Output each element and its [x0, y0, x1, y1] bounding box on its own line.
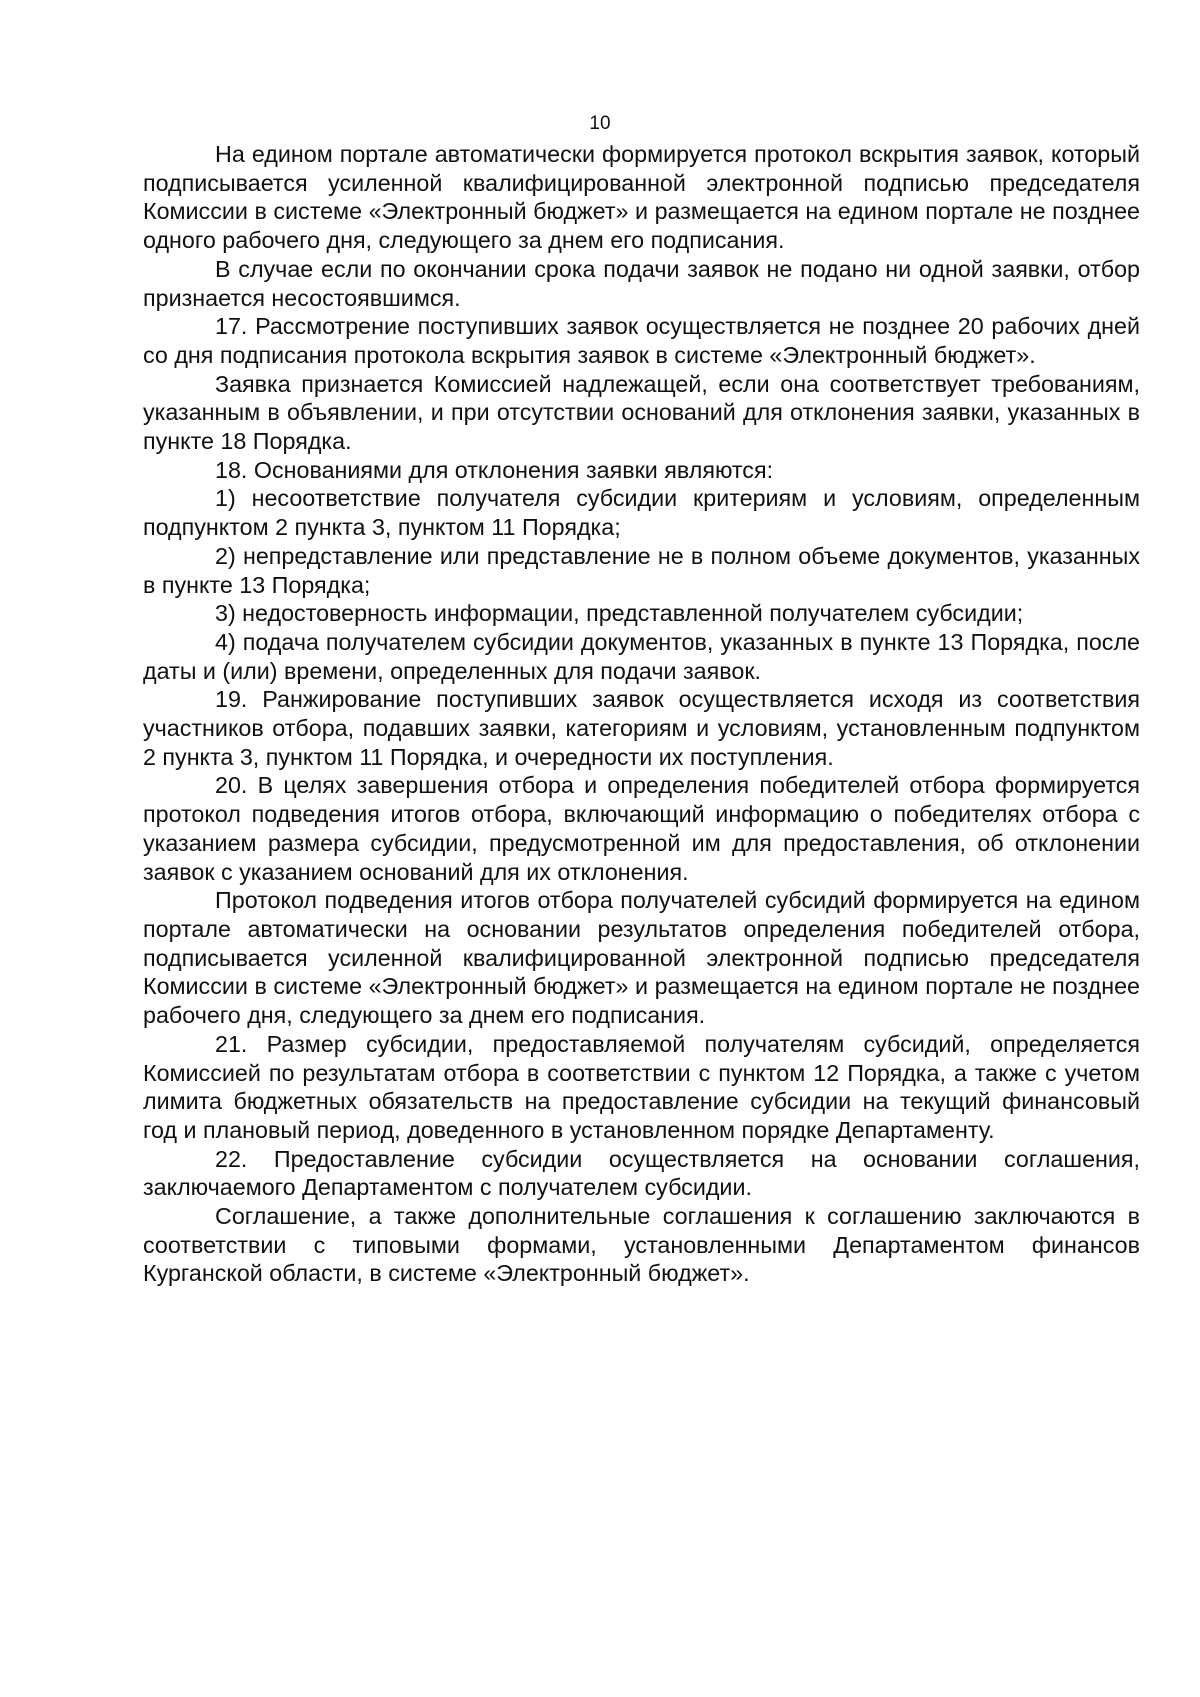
paragraph-item-18: 18. Основаниями для отклонения заявки являются:	[215, 456, 774, 483]
paragraph-results-protocol: Протокол подведения итогов отбора получателей субсидий формируется на едином портале автоматически на основании результатов определения победителей отбора, подписывается усиленной квалифицированной электронной подписью председателя Комиссии в системе «Электронный бюджет» и размещается на едином портале не позднее рабочего дня, следующего за днем его подписания.	[143, 887, 1140, 1029]
page-number: 10	[589, 113, 611, 134]
paragraph-item-18-1: 1) несоответствие получателя субсидии критериям и условиям, определенным подпунктом 2 пункта 3, пунктом 11 Порядка;	[143, 485, 1140, 541]
paragraph-item-18-4: 4) подача получателем субсидии документов, указанных в пункте 13 Порядка, после даты и (или) времени, определенных для подачи заявок.	[143, 628, 1140, 684]
paragraph-portal-protocol-opening: На едином портале автоматически формируется протокол вскрытия заявок, который подписывается усиленной квалифицированной электронной подписью председателя Комиссии в системе «Электронный бюджет» и размещается на едином портале не позднее одного рабочего дня, следующего за днем его подписания.	[143, 141, 1140, 254]
paragraph-item-22: 22. Предоставление субсидии осуществляется на основании соглашения, заключаемого Департаментом с получателем субсидии.	[143, 1145, 1140, 1201]
paragraph-agreement: Соглашение, а также дополнительные соглашения к соглашению заключаются в соответствии с типовыми формами, установленными Департаментом финансов Курганской области, в системе «Электронный бюджет».	[143, 1203, 1140, 1287]
paragraph-item-18-2: 2) непредставление или представление не в полном объеме документов, указанных в пункте 13 Порядка;	[143, 542, 1140, 598]
document-body	[143, 140, 1140, 1288]
paragraph-item-19: 19. Ранжирование поступивших заявок осуществляется исходя из соответствия участников отбора, подавших заявки, категориям и условиям, установленным подпунктом 2 пункта 3, пунктом 11 Порядка, и очередности их поступления.	[143, 686, 1140, 770]
paragraph-item-20: 20. В целях завершения отбора и определения победителей отбора формируется протокол подведения итогов отбора, включающий информацию о победителях отбора с указанием размера субсидии, предусмотренной им для предоставления, об отклонении заявок с указанием оснований для их отклонения.	[143, 772, 1140, 885]
paragraph-item-18-3: 3) недостоверность информации, представленной получателем субсидии;	[215, 600, 1024, 627]
paragraph-no-applications: В случае если по окончании срока подачи заявок не подано ни одной заявки, отбор признается несостоявшимся.	[143, 255, 1140, 311]
paragraph-application-proper: Заявка признается Комиссией надлежащей, если она соответствует требованиям, указанным в объявлении, и при отсутствии оснований для отклонения заявки, указанных в пункте 18 Порядка.	[143, 370, 1140, 455]
paragraph-item-21: 21. Размер субсидии, предоставляемой получателям субсидий, определяется Комиссией по результатам отбора в соответствии с пунктом 12 Порядка, а также с учетом лимита бюджетных обязательств на предоставление субсидии на текущий финансовый год и плановый период, доведенного в установленном порядке Департаменту.	[143, 1030, 1140, 1143]
paragraph-item-17: 17. Рассмотрение поступивших заявок осуществляется не позднее 20 рабочих дней со дня подписания протокола вскрытия заявок в системе «Электронный бюджет».	[143, 313, 1140, 368]
